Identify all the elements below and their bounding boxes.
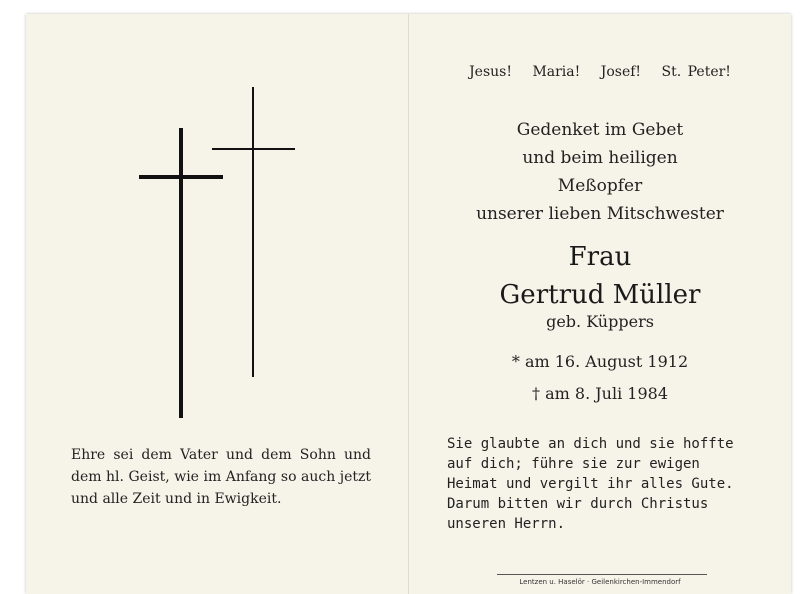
prayer-line: unseren Herrn. [447,516,566,532]
deceased-name: Gertrud Müller [499,280,701,310]
prayer-line: Heimat und vergilt ihr alles Gute. [447,476,734,492]
intro-text [409,116,791,228]
intro-line: Gedenket im Gebet [516,120,684,140]
intro-line: unserer lieben Mitschwester [476,204,724,224]
crosses-illustration [26,14,408,434]
intro-line: Meßopfer [557,176,643,196]
right-page [409,14,791,594]
saints-invocation [409,64,791,80]
left-page [26,14,409,594]
birth-date: * am 16. August 1912 [511,352,689,371]
printer-imprint: Lentzen u. Haselör · Geilenkirchen-Immendorf [519,578,681,586]
saint-maria: Maria! [532,64,581,80]
intro-line: und beim heiligen [522,148,678,168]
deceased-title [409,238,791,314]
prayer-line: auf dich; führe sie zur ewigen [447,456,700,472]
prayer-line: Darum bitten wir durch Christus [447,496,709,512]
thick-cross-vertical [179,128,183,418]
maiden-name: geb. Küppers [546,312,654,331]
left-prayer-text: Ehre sei dem Vater und dem Sohn und dem hl. Geist, wie im Anfang so auch jetzt und alle Zeit und in Ewigkeit. [71,447,371,507]
saint-peter: St. Peter! [661,64,731,80]
thin-cross-vertical [252,87,254,377]
prayer-line: Sie glaubte an dich und sie hoffte [447,436,734,452]
imprint-divider [497,574,707,575]
right-prayer-text [447,434,767,534]
salutation: Frau [568,242,632,272]
death-date: † am 8. Juli 1984 [532,384,668,403]
saint-josef: Josef! [600,64,642,80]
memorial-card [26,14,791,594]
saint-jesus: Jesus! [469,64,512,80]
thin-cross-horizontal [212,148,295,150]
thick-cross-horizontal [139,175,223,179]
